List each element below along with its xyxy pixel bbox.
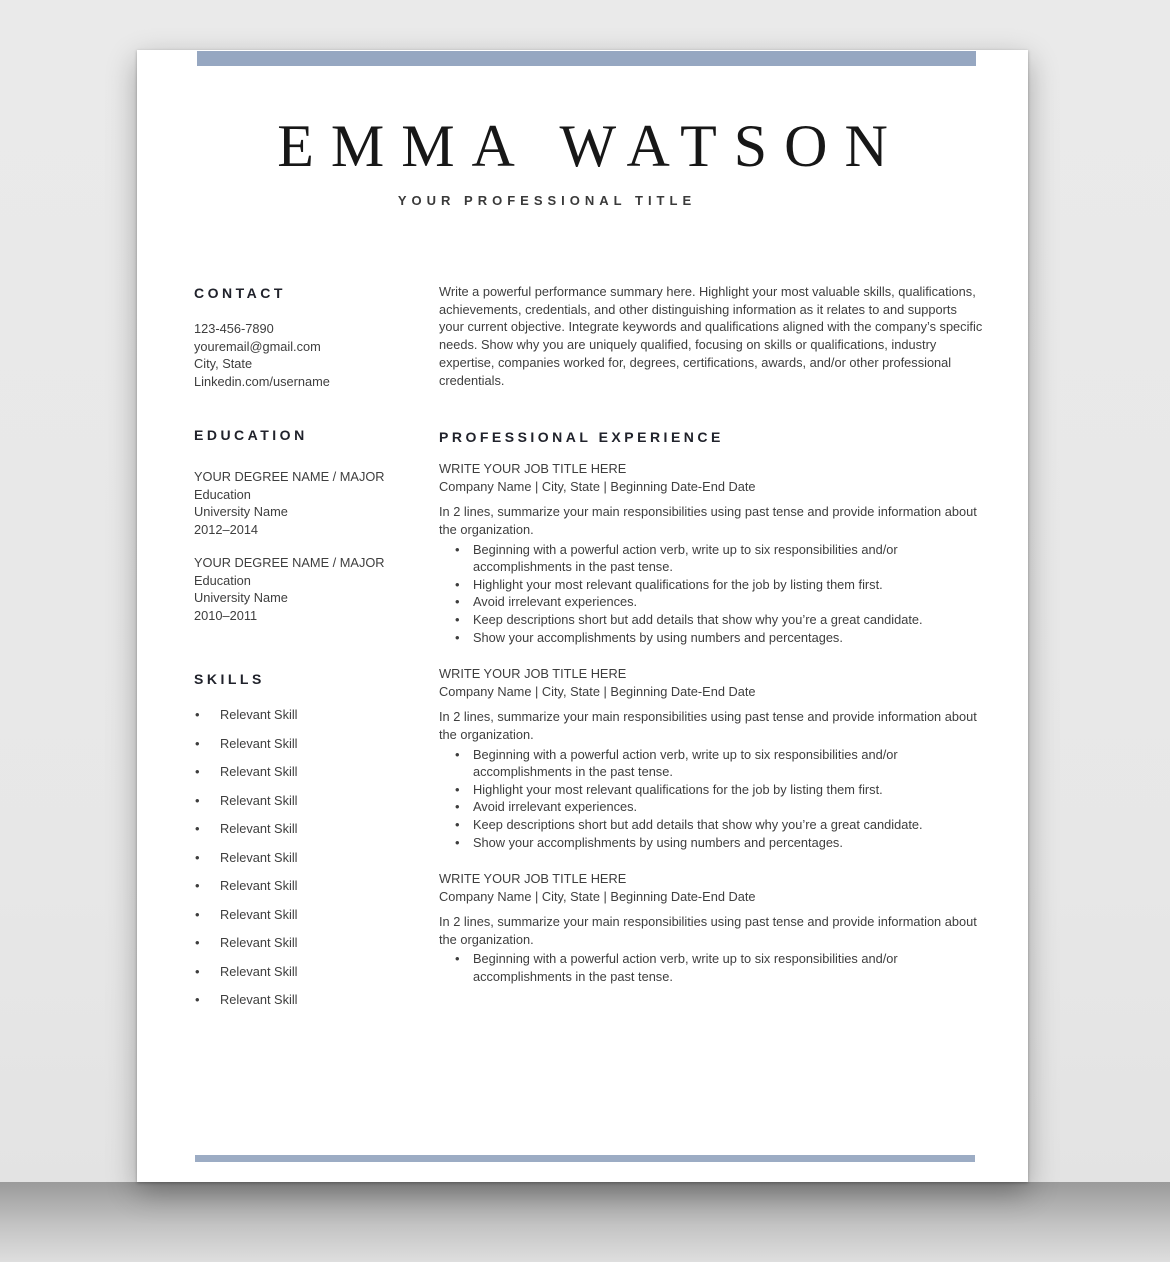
degree-dates: 2012–2014	[194, 521, 259, 537]
university-name: University Name	[194, 590, 288, 605]
job-entry	[439, 460, 984, 646]
skill-item: • Relevant Skill	[194, 792, 429, 810]
job-title: WRITE YOUR JOB TITLE HERE	[439, 461, 627, 477]
job-company-line: Company Name | City, State | Beginning Date-End Date	[439, 683, 756, 699]
contact-email: youremail@gmail.com	[194, 338, 321, 354]
university-name: University Name	[194, 504, 288, 519]
contact-location: City, State	[194, 356, 253, 371]
accent-bar-bottom	[195, 1155, 975, 1162]
skill-item: • Relevant Skill	[194, 934, 429, 952]
contact-section	[194, 284, 429, 390]
job-bullet: • Highlight your most relevant qualifications for the job by listing them first.	[439, 576, 984, 594]
main-column	[439, 283, 984, 986]
job-bullet-list	[439, 746, 984, 852]
skill-item: • Relevant Skill	[194, 820, 429, 838]
education-heading: EDUCATION	[194, 427, 308, 443]
job-entry	[439, 665, 984, 851]
skill-item: • Relevant Skill	[194, 849, 429, 867]
education-entry	[194, 554, 429, 624]
contact-lines	[194, 320, 429, 390]
job-summary: In 2 lines, summarize your main responsibilities using past tense and provide information about the organization.	[439, 504, 977, 537]
degree-name: YOUR DEGREE NAME / MAJOR	[194, 469, 385, 484]
job-title: WRITE YOUR JOB TITLE HERE	[439, 871, 627, 887]
education-entry	[194, 468, 429, 538]
education-section	[194, 426, 429, 624]
job-title: WRITE YOUR JOB TITLE HERE	[439, 666, 627, 682]
job-bullet: • Avoid irrelevant experiences.	[439, 798, 984, 816]
sidebar-column	[194, 284, 429, 1020]
job-company-line: Company Name | City, State | Beginning Date-End Date	[439, 478, 756, 494]
experience-heading: PROFESSIONAL EXPERIENCE	[439, 429, 724, 446]
job-bullet: • Beginning with a powerful action verb, write up to six responsibilities and/or accomplishments in the past tense.	[439, 541, 984, 576]
job-bullet: • Avoid irrelevant experiences.	[439, 593, 984, 611]
job-entry	[439, 870, 984, 986]
job-bullet: • Keep descriptions short but add details that show why you’re a great candidate.	[439, 611, 984, 629]
job-summary: In 2 lines, summarize your main responsibilities using past tense and provide information about the organization.	[439, 709, 977, 742]
contact-linkedin: Linkedin.com/username	[194, 373, 330, 389]
accent-bar-top	[197, 51, 976, 66]
skills-heading: SKILLS	[194, 671, 265, 687]
job-bullet: • Highlight your most relevant qualifications for the job by listing them first.	[439, 781, 984, 799]
skill-item: • Relevant Skill	[194, 706, 429, 724]
skills-list	[194, 706, 429, 1009]
resume-page	[137, 50, 1028, 1182]
job-bullet-list	[439, 541, 984, 647]
skill-item: • Relevant Skill	[194, 735, 429, 753]
job-summary: In 2 lines, summarize your main responsibilities using past tense and provide information about the organization.	[439, 914, 977, 947]
page-drop-shadow	[0, 1182, 1170, 1262]
degree-dates: 2010–2011	[194, 607, 258, 623]
performance-summary: Write a powerful performance summary here. Highlight your most valuable skills, qualifications, achievements, credentials, and other distinguishing information as it relates to and supports your current objective. Integrate keywords and qualifications aligned with the company’s specific needs. Show why you are uniquely qualified, focusing on skills or qualifications, industry expertise, companies worked for, degrees, certifications, awards, and/or other professional credentials.	[439, 284, 983, 388]
skill-item: • Relevant Skill	[194, 991, 429, 1009]
job-bullet: • Show your accomplishments by using numbers and percentages.	[439, 834, 984, 852]
skill-item: • Relevant Skill	[194, 877, 429, 895]
job-company-line: Company Name | City, State | Beginning Date-End Date	[439, 888, 756, 904]
skill-item: • Relevant Skill	[194, 763, 429, 781]
contact-phone: 123-456-7890	[194, 321, 274, 336]
skills-section	[194, 670, 429, 1009]
job-bullet: • Beginning with a powerful action verb, write up to six responsibilities and/or accomplishments in the past tense.	[439, 950, 984, 985]
skill-item: • Relevant Skill	[194, 906, 429, 924]
job-bullet: • Show your accomplishments by using numbers and percentages.	[439, 629, 984, 647]
job-bullet: • Beginning with a powerful action verb, write up to six responsibilities and/or accomplishments in the past tense.	[439, 746, 984, 781]
degree-type: Education	[194, 572, 251, 588]
professional-title: YOUR PROFESSIONAL TITLE	[397, 193, 697, 208]
job-bullet-list	[439, 950, 984, 985]
job-bullet: • Keep descriptions short but add details that show why you’re a great candidate.	[439, 816, 984, 834]
degree-type: Education	[194, 486, 251, 502]
contact-heading: CONTACT	[194, 285, 286, 301]
skill-item: • Relevant Skill	[194, 963, 429, 981]
candidate-name: EMMA WATSON	[277, 113, 905, 179]
degree-name: YOUR DEGREE NAME / MAJOR	[194, 555, 385, 570]
